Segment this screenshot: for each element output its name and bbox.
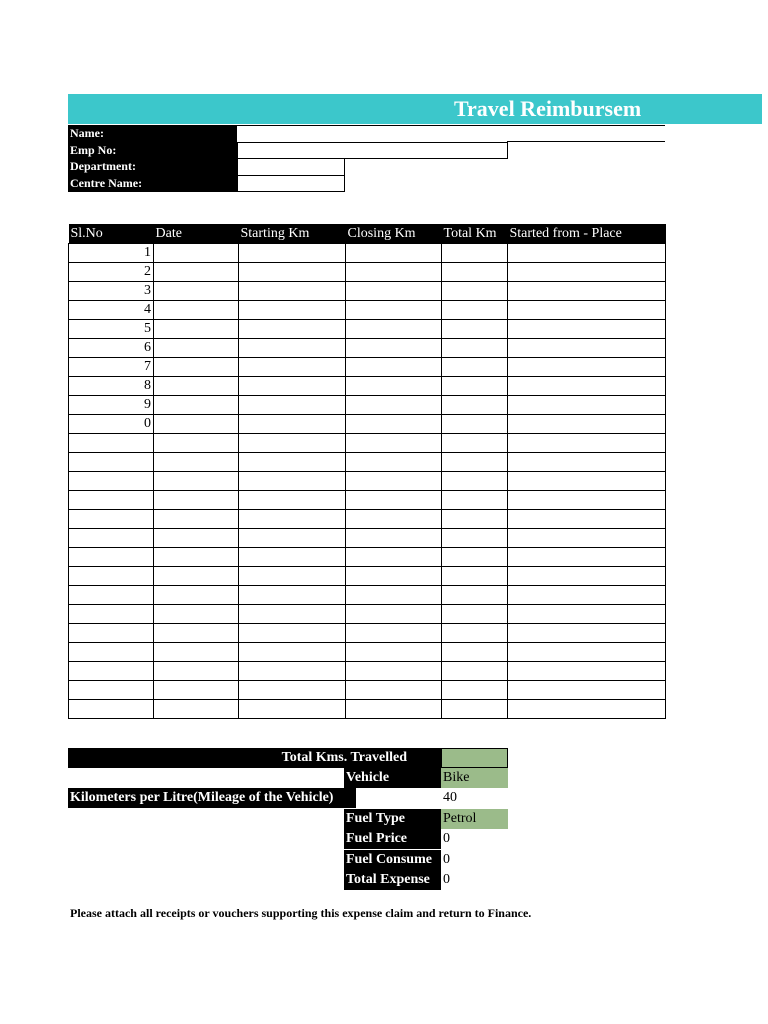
cell-started-from-place[interactable] <box>508 491 666 510</box>
cell-sl-no[interactable]: 9 <box>69 396 154 415</box>
cell-started-from-place[interactable] <box>508 624 666 643</box>
fuel-price-label: Fuel Price <box>344 829 441 849</box>
cell-sl-no[interactable] <box>69 529 154 548</box>
cell-date[interactable] <box>154 415 239 434</box>
col-started-from-place: Started from - Place <box>508 224 666 244</box>
cell-starting-km[interactable] <box>239 624 346 643</box>
cell-total-km[interactable] <box>442 643 508 662</box>
table-row <box>69 377 666 396</box>
table-row <box>69 415 666 434</box>
name-field[interactable] <box>237 125 665 142</box>
cell-sl-no[interactable] <box>69 548 154 567</box>
total-kms-label: Total Kms. Travelled <box>68 748 441 768</box>
cell-starting-km[interactable] <box>239 529 346 548</box>
table-row <box>69 643 666 662</box>
cell-date[interactable] <box>154 624 239 643</box>
table-row <box>69 453 666 472</box>
cell-starting-km[interactable] <box>239 434 346 453</box>
cell-total-km[interactable] <box>442 624 508 643</box>
cell-sl-no[interactable]: 1 <box>69 244 154 263</box>
cell-closing-km[interactable] <box>346 510 442 529</box>
table-row <box>69 263 666 282</box>
table-row <box>69 586 666 605</box>
cell-date[interactable] <box>154 567 239 586</box>
total-expense-value: 0 <box>443 872 450 887</box>
cell-started-from-place[interactable] <box>508 510 666 529</box>
cell-started-from-place[interactable] <box>508 320 666 339</box>
cell-sl-no[interactable] <box>69 681 154 700</box>
cell-started-from-place[interactable] <box>508 586 666 605</box>
cell-started-from-place[interactable] <box>508 548 666 567</box>
fuel-type-value[interactable]: Petrol <box>441 809 508 829</box>
table-row <box>69 396 666 415</box>
cell-date[interactable] <box>154 700 239 719</box>
cell-closing-km[interactable] <box>346 491 442 510</box>
cell-started-from-place[interactable] <box>508 567 666 586</box>
cell-date[interactable] <box>154 301 239 320</box>
cell-date[interactable] <box>154 491 239 510</box>
cell-closing-km[interactable] <box>346 301 442 320</box>
cell-date[interactable] <box>154 282 239 301</box>
cell-sl-no[interactable] <box>69 491 154 510</box>
cell-starting-km[interactable] <box>239 643 346 662</box>
cell-started-from-place[interactable] <box>508 529 666 548</box>
cell-starting-km[interactable] <box>239 605 346 624</box>
table-row <box>69 605 666 624</box>
cell-closing-km[interactable] <box>346 643 442 662</box>
cell-starting-km[interactable] <box>239 491 346 510</box>
cell-closing-km[interactable] <box>346 681 442 700</box>
vehicle-value[interactable]: Bike <box>441 768 508 788</box>
cell-started-from-place[interactable] <box>508 700 666 719</box>
cell-date[interactable] <box>154 434 239 453</box>
centre-name-label: Centre Name: <box>68 175 237 192</box>
cell-sl-no[interactable] <box>69 434 154 453</box>
cell-sl-no[interactable] <box>69 662 154 681</box>
cell-total-km[interactable] <box>442 263 508 282</box>
col-sl-no: Sl.No <box>69 224 154 244</box>
cell-sl-no[interactable] <box>69 472 154 491</box>
table-row <box>69 434 666 453</box>
table-row <box>69 529 666 548</box>
cell-closing-km[interactable] <box>346 282 442 301</box>
cell-starting-km[interactable] <box>239 301 346 320</box>
cell-started-from-place[interactable] <box>508 263 666 282</box>
cell-closing-km[interactable] <box>346 529 442 548</box>
cell-started-from-place[interactable] <box>508 339 666 358</box>
cell-total-km[interactable] <box>442 662 508 681</box>
table-row <box>69 662 666 681</box>
cell-started-from-place[interactable] <box>508 643 666 662</box>
cell-starting-km[interactable] <box>239 358 346 377</box>
table-row <box>69 244 666 263</box>
cell-closing-km[interactable] <box>346 434 442 453</box>
cell-started-from-place[interactable] <box>508 244 666 263</box>
cell-date[interactable] <box>154 339 239 358</box>
cell-starting-km[interactable] <box>239 377 346 396</box>
cell-sl-no[interactable] <box>69 624 154 643</box>
cell-sl-no[interactable] <box>69 510 154 529</box>
cell-date[interactable] <box>154 396 239 415</box>
cell-starting-km[interactable] <box>239 339 346 358</box>
cell-total-km[interactable] <box>442 244 508 263</box>
table-row <box>69 282 666 301</box>
cell-date[interactable] <box>154 586 239 605</box>
cell-total-km[interactable] <box>442 415 508 434</box>
page-title: Travel Reimbursem <box>454 96 642 121</box>
cell-starting-km[interactable] <box>239 320 346 339</box>
cell-total-km[interactable] <box>442 510 508 529</box>
cell-date[interactable] <box>154 244 239 263</box>
cell-starting-km[interactable] <box>239 453 346 472</box>
cell-sl-no[interactable]: 5 <box>69 320 154 339</box>
name-label: Name: <box>68 125 237 142</box>
centre-name-field[interactable] <box>237 175 345 192</box>
cell-closing-km[interactable] <box>346 453 442 472</box>
emp-no-field[interactable] <box>237 142 508 159</box>
department-label: Department: <box>68 158 237 175</box>
cell-closing-km[interactable] <box>346 586 442 605</box>
col-total-km: Total Km <box>442 224 508 244</box>
cell-total-km[interactable] <box>442 529 508 548</box>
emp-no-rule <box>507 141 665 142</box>
cell-sl-no[interactable] <box>69 567 154 586</box>
cell-total-km[interactable] <box>442 586 508 605</box>
table-row <box>69 491 666 510</box>
cell-total-km[interactable] <box>442 434 508 453</box>
cell-total-km[interactable] <box>442 453 508 472</box>
cell-date[interactable] <box>154 453 239 472</box>
cell-started-from-place[interactable] <box>508 358 666 377</box>
cell-started-from-place[interactable] <box>508 301 666 320</box>
cell-closing-km[interactable] <box>346 700 442 719</box>
cell-starting-km[interactable] <box>239 510 346 529</box>
col-date: Date <box>154 224 239 244</box>
cell-started-from-place[interactable] <box>508 681 666 700</box>
cell-started-from-place[interactable] <box>508 415 666 434</box>
cell-sl-no[interactable]: 3 <box>69 282 154 301</box>
cell-starting-km[interactable] <box>239 415 346 434</box>
cell-closing-km[interactable] <box>346 472 442 491</box>
cell-date[interactable] <box>154 510 239 529</box>
cell-sl-no[interactable]: 6 <box>69 339 154 358</box>
cell-closing-km[interactable] <box>346 415 442 434</box>
cell-started-from-place[interactable] <box>508 662 666 681</box>
cell-starting-km[interactable] <box>239 586 346 605</box>
cell-total-km[interactable] <box>442 472 508 491</box>
cell-total-km[interactable] <box>442 377 508 396</box>
cell-started-from-place[interactable] <box>508 396 666 415</box>
table-row <box>69 472 666 491</box>
cell-started-from-place[interactable] <box>508 453 666 472</box>
cell-closing-km[interactable] <box>346 548 442 567</box>
cell-total-km[interactable] <box>442 681 508 700</box>
fuel-consumed-label: Fuel Consume <box>344 850 441 870</box>
cell-starting-km[interactable] <box>239 282 346 301</box>
cell-total-km[interactable] <box>442 548 508 567</box>
table-row <box>69 301 666 320</box>
cell-date[interactable] <box>154 358 239 377</box>
cell-sl-no[interactable]: 7 <box>69 358 154 377</box>
cell-total-km[interactable] <box>442 700 508 719</box>
cell-sl-no[interactable] <box>69 643 154 662</box>
cell-closing-km[interactable] <box>346 396 442 415</box>
cell-starting-km[interactable] <box>239 472 346 491</box>
cell-started-from-place[interactable] <box>508 434 666 453</box>
cell-starting-km[interactable] <box>239 662 346 681</box>
cell-sl-no[interactable]: 8 <box>69 377 154 396</box>
table-row <box>69 700 666 719</box>
cell-date[interactable] <box>154 662 239 681</box>
table-row <box>69 567 666 586</box>
cell-date[interactable] <box>154 643 239 662</box>
cell-sl-no[interactable] <box>69 586 154 605</box>
table-row <box>69 681 666 700</box>
cell-total-km[interactable] <box>442 491 508 510</box>
footer-note: Please attach all receipts or vouchers supporting this expense claim and return to Finance. <box>70 906 532 920</box>
fuel-type-label: Fuel Type <box>344 809 441 829</box>
total-expense-label: Total Expense <box>344 870 441 890</box>
cell-sl-no[interactable]: 0 <box>69 415 154 434</box>
cell-total-km[interactable] <box>442 358 508 377</box>
cell-starting-km[interactable] <box>239 396 346 415</box>
cell-started-from-place[interactable] <box>508 377 666 396</box>
table-row <box>69 510 666 529</box>
cell-sl-no[interactable] <box>69 453 154 472</box>
cell-total-km[interactable] <box>442 320 508 339</box>
col-starting-km: Starting Km <box>239 224 346 244</box>
cell-closing-km[interactable] <box>346 244 442 263</box>
cell-starting-km[interactable] <box>239 700 346 719</box>
vehicle-label: Vehicle <box>344 768 441 788</box>
cell-date[interactable] <box>154 681 239 700</box>
cell-starting-km[interactable] <box>239 567 346 586</box>
fuel-price-value: 0 <box>443 831 450 846</box>
cell-closing-km[interactable] <box>346 624 442 643</box>
cell-total-km[interactable] <box>442 282 508 301</box>
cell-closing-km[interactable] <box>346 605 442 624</box>
fuel-consumed-value: 0 <box>443 852 450 867</box>
travel-log-table <box>68 224 666 719</box>
table-row <box>69 320 666 339</box>
total-kms-value[interactable] <box>441 748 508 768</box>
mileage-label: Kilometers per Litre(Mileage of the Vehicle) <box>68 788 356 808</box>
cell-sl-no[interactable]: 2 <box>69 263 154 282</box>
table-row <box>69 548 666 567</box>
cell-date[interactable] <box>154 605 239 624</box>
cell-closing-km[interactable] <box>346 263 442 282</box>
cell-starting-km[interactable] <box>239 244 346 263</box>
cell-closing-km[interactable] <box>346 662 442 681</box>
table-row <box>69 339 666 358</box>
cell-sl-no[interactable] <box>69 700 154 719</box>
cell-total-km[interactable] <box>442 567 508 586</box>
table-header-row <box>69 224 666 244</box>
department-field[interactable] <box>237 158 345 176</box>
cell-starting-km[interactable] <box>239 263 346 282</box>
cell-started-from-place[interactable] <box>508 282 666 301</box>
cell-sl-no[interactable]: 4 <box>69 301 154 320</box>
cell-closing-km[interactable] <box>346 377 442 396</box>
cell-date[interactable] <box>154 472 239 491</box>
cell-date[interactable] <box>154 529 239 548</box>
table-row <box>69 624 666 643</box>
emp-no-label: Emp No: <box>68 142 237 159</box>
cell-date[interactable] <box>154 263 239 282</box>
cell-total-km[interactable] <box>442 396 508 415</box>
cell-total-km[interactable] <box>442 301 508 320</box>
cell-date[interactable] <box>154 377 239 396</box>
cell-starting-km[interactable] <box>239 548 346 567</box>
cell-sl-no[interactable] <box>69 605 154 624</box>
cell-started-from-place[interactable] <box>508 605 666 624</box>
cell-closing-km[interactable] <box>346 339 442 358</box>
cell-closing-km[interactable] <box>346 567 442 586</box>
cell-date[interactable] <box>154 320 239 339</box>
cell-closing-km[interactable] <box>346 358 442 377</box>
mileage-value[interactable]: 40 <box>443 790 457 805</box>
cell-started-from-place[interactable] <box>508 472 666 491</box>
cell-starting-km[interactable] <box>239 681 346 700</box>
col-closing-km: Closing Km <box>346 224 442 244</box>
table-row <box>69 358 666 377</box>
cell-closing-km[interactable] <box>346 320 442 339</box>
cell-date[interactable] <box>154 548 239 567</box>
cell-total-km[interactable] <box>442 605 508 624</box>
cell-total-km[interactable] <box>442 339 508 358</box>
